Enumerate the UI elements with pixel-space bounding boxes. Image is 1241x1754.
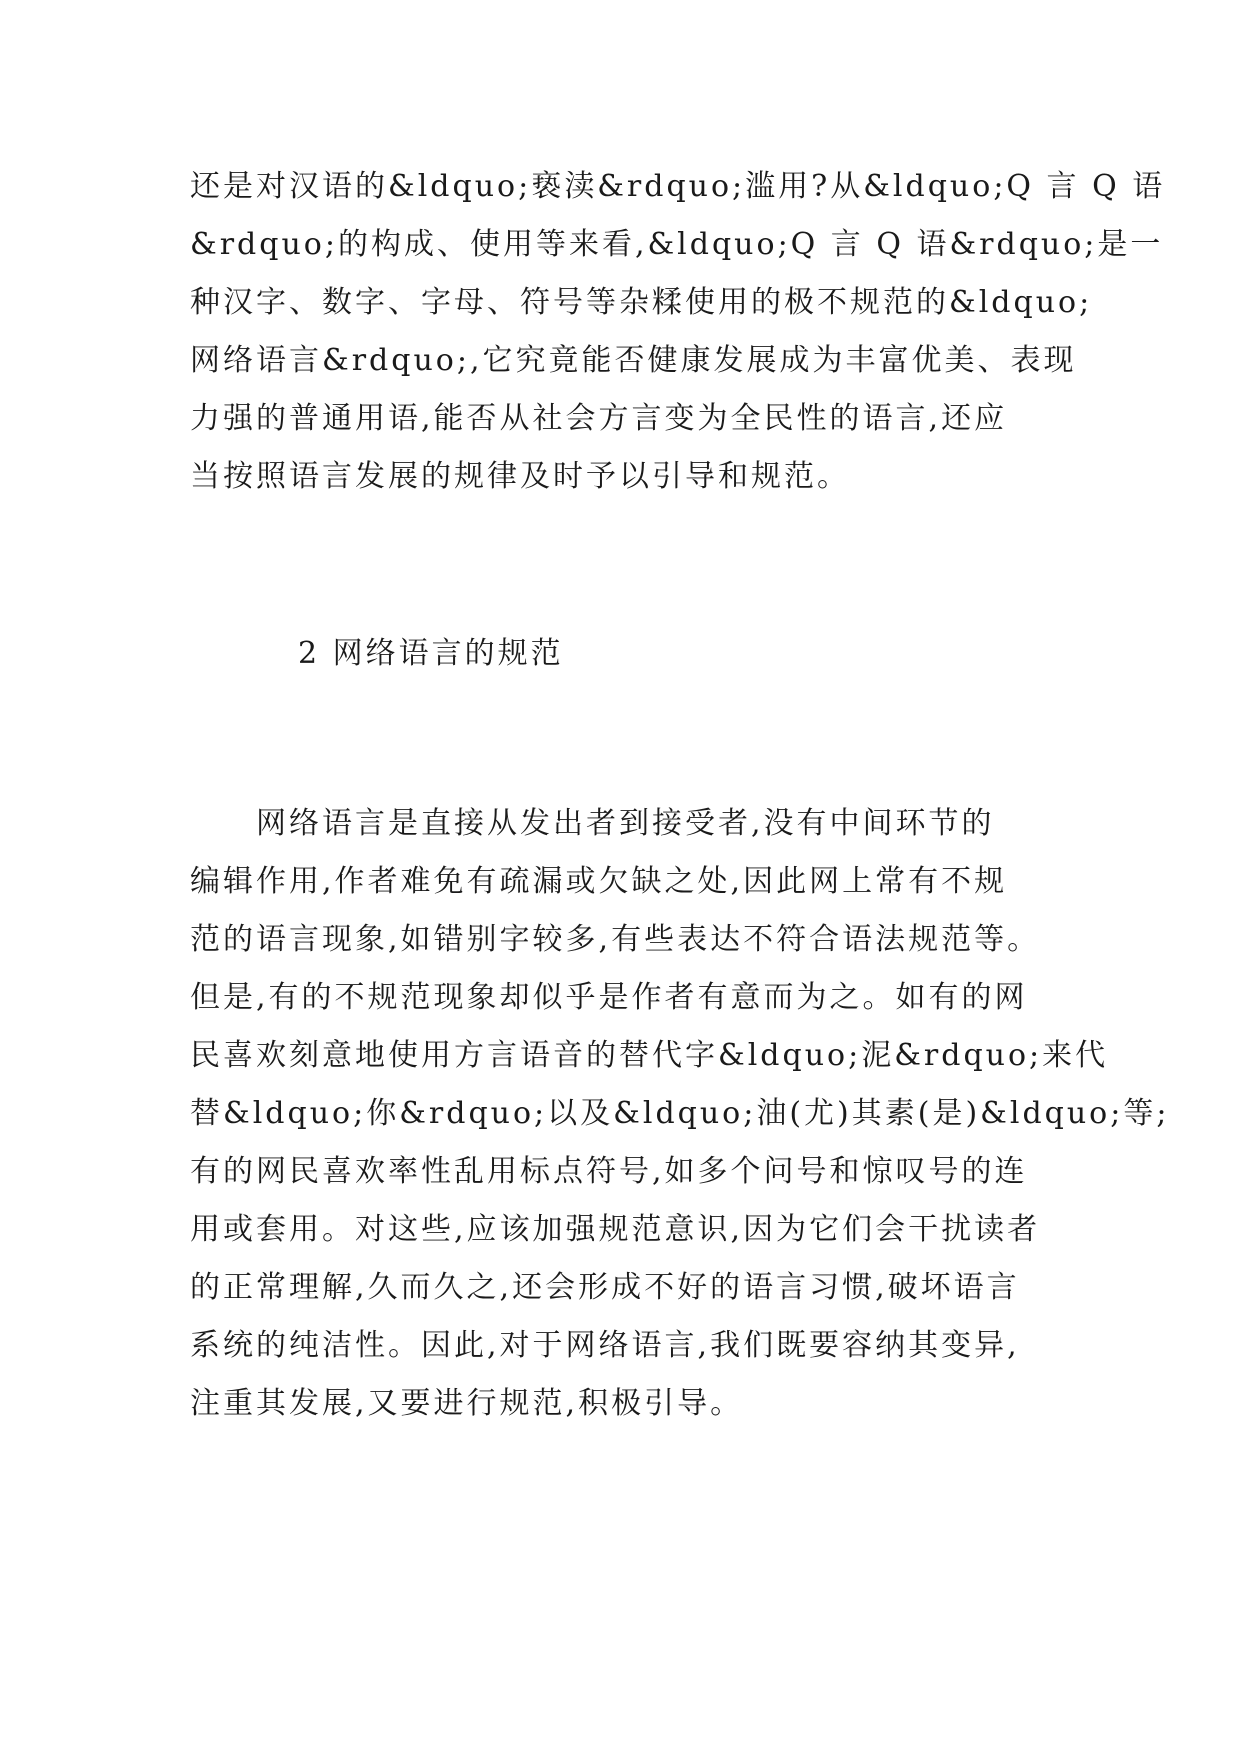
paragraph-2-line: 的正常理解,久而久之,还会形成不好的语言习惯,破坏语言: [190, 1270, 1020, 1305]
section-heading: [298, 625, 1178, 683]
paragraph-2-line: 用或套用。对这些,应该加强规范意识,因为它们会干扰读者: [190, 1212, 1041, 1247]
paragraph-2-line: 有的网民喜欢率性乱用标点符号,如多个问号和惊叹号的连: [190, 1154, 1028, 1189]
paragraph-2-line: 但是,有的不规范现象却似乎是作者有意而为之。如有的网: [190, 980, 1028, 1015]
paragraph-1-line: 力强的普通用语,能否从社会方言变为全民性的语言,还应: [190, 401, 1008, 436]
paragraph-2-line: 范的语言现象,如错别字较多,有些表达不符合语法规范等。: [190, 922, 1041, 957]
paragraph-1-line: 网络语言&rdquo;,它究竟能否健康发展成为丰富优美、表现: [190, 343, 1077, 378]
paragraph-2-line: 系统的纯洁性。因此,对于网络语言,我们既要容纳其变异,: [190, 1328, 1020, 1363]
paragraph-1: [190, 158, 1166, 506]
paragraph-2-line: 网络语言是直接从发出者到接受者,没有中间环节的: [190, 806, 995, 841]
paragraph-2-line: 替&ldquo;你&rdquo;以及&ldquo;油(尤)其素(是)&ldquo;等;: [190, 1096, 1170, 1131]
paragraph-2-line: 民喜欢刻意地使用方言语音的替代字&ldquo;泥&rdquo;来代: [190, 1038, 1109, 1073]
paragraph-1-line: 当按照语言发展的规律及时予以引导和规范。: [190, 459, 850, 494]
section-heading-text: 2 网络语言的规范: [298, 636, 564, 671]
paragraph-2-line: 编辑作用,作者难免有疏漏或欠缺之处,因此网上常有不规: [190, 864, 1008, 899]
paragraph-2: [190, 795, 1170, 1433]
paragraph-1-line: 还是对汉语的&ldquo;亵渎&rdquo;滥用?从&ldquo;Q 言 Q 语: [190, 169, 1166, 204]
paragraph-2-line: 注重其发展,又要进行规范,积极引导。: [190, 1386, 744, 1421]
paragraph-1-line: 种汉字、数字、字母、符号等杂糅使用的极不规范的&ldquo;: [190, 285, 1093, 320]
paragraph-1-line: &rdquo;的构成、使用等来看,&ldquo;Q 言 Q 语&rdquo;是一: [190, 227, 1164, 262]
